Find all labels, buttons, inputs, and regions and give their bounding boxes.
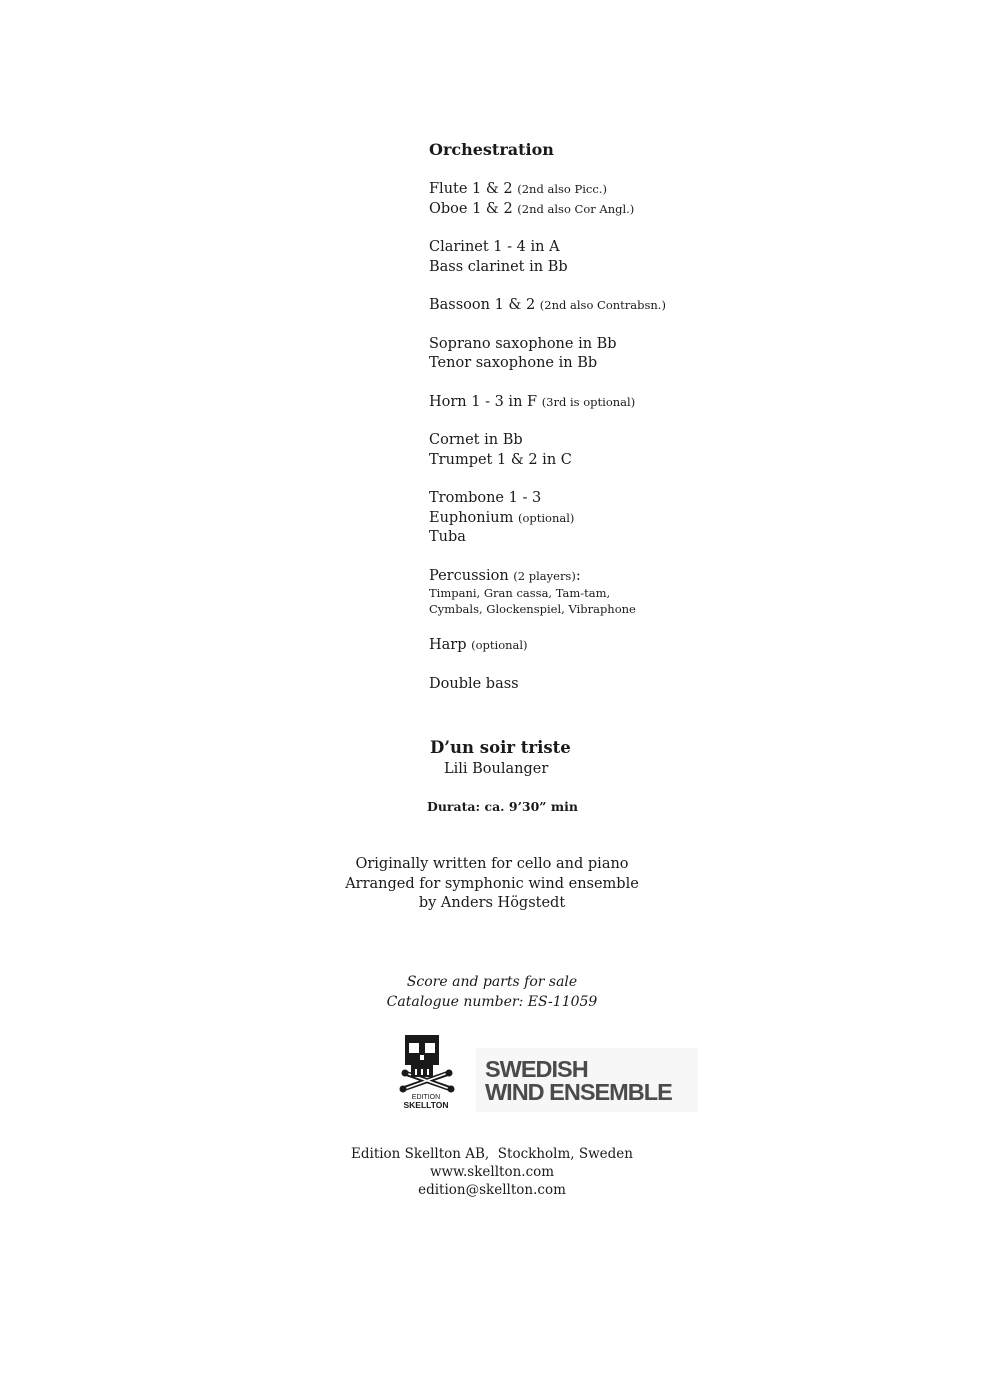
- arrangement-line-2: Arranged for symphonic wind ensemble: [345, 875, 639, 892]
- instrument-note: (3rd is optional): [541, 394, 636, 409]
- instrument-group: [429, 636, 809, 656]
- orchestration-heading: Orchestration: [429, 140, 554, 159]
- instrument-group: [429, 567, 809, 618]
- instrument-group: [429, 393, 809, 413]
- instrument-line: [429, 431, 809, 451]
- logo-skellton-text: SKELLTON: [403, 1100, 449, 1109]
- instrument-name: Harp: [429, 637, 467, 653]
- instrument-line: [429, 509, 809, 529]
- instrument-name: Oboe 1 & 2: [429, 200, 513, 217]
- instrument-line: [429, 451, 809, 471]
- logo-edition-text: EDITION: [411, 1094, 441, 1101]
- instrument-name: Trombone 1 - 3: [429, 490, 542, 506]
- instrument-name: Double bass: [429, 675, 519, 692]
- arrangement-line-3: by Anders Högstedt: [418, 895, 566, 911]
- arrangement-info: [0, 855, 984, 914]
- instrument-note: (2nd also Contrabsn.): [539, 298, 666, 312]
- instrument-name: Cornet in Bb: [429, 432, 523, 448]
- instrument-name: Bass clarinet in Bb: [429, 258, 568, 275]
- edition-skellton-logo: [395, 1033, 459, 1109]
- instrument-group: [429, 238, 809, 277]
- contact-info: [0, 1145, 984, 1199]
- instrument-name: Clarinet 1 - 4 in A: [429, 239, 560, 255]
- instrument-note: (2 players): [513, 568, 576, 583]
- instrument-suffix: :: [575, 567, 581, 584]
- instrument-line: [429, 393, 809, 413]
- sale-info: [0, 973, 984, 1012]
- instrument-group: [429, 296, 809, 316]
- percussion-instruments: Cymbals, Glockenspiel, Vibraphone: [429, 601, 636, 616]
- instrument-note: (optional): [471, 638, 528, 652]
- instrument-group: [429, 489, 809, 548]
- instrument-note: (optional): [517, 510, 575, 525]
- publisher-address: Edition Skellton AB, Stockholm, Sweden: [351, 1146, 633, 1162]
- logo-ensemble-line-2: WIND ENSEMBLE: [485, 1079, 672, 1105]
- duration: Durata: ca. 9’30” min: [427, 799, 578, 814]
- instrument-name: Horn 1 - 3 in F: [429, 393, 538, 410]
- instrument-line: [429, 180, 809, 200]
- sale-line-1: Score and parts for sale: [406, 974, 578, 990]
- instrument-line: [429, 200, 809, 220]
- instrument-line: [429, 258, 809, 278]
- website-link[interactable]: www.skellton.com: [429, 1164, 555, 1180]
- instrument-group: [429, 335, 809, 374]
- instrument-line: [429, 489, 809, 509]
- email-link[interactable]: edition@skellton.com: [418, 1182, 566, 1198]
- catalogue-number: Catalogue number: ES-11059: [386, 993, 598, 1010]
- instrument-line: [429, 675, 809, 695]
- instrument-note: (2nd also Cor Angl.): [517, 201, 635, 216]
- instrument-name: Tenor saxophone in Bb: [429, 355, 598, 371]
- instrument-line: [429, 636, 809, 656]
- instrument-line: [429, 238, 809, 258]
- orchestration-list: [429, 180, 809, 713]
- instrument-group: [429, 431, 809, 470]
- instrument-line: [429, 567, 809, 587]
- instrument-group: [429, 675, 809, 695]
- arrangement-line-1: Originally written for cello and piano: [355, 856, 629, 872]
- instrument-line: [429, 335, 809, 355]
- instrument-name: Euphonium: [429, 509, 514, 526]
- composer-name: Lili Boulanger: [444, 761, 549, 777]
- instrument-name: Flute 1 & 2: [429, 181, 513, 197]
- instrument-group: [429, 180, 809, 219]
- swedish-wind-ensemble-logo: [476, 1048, 698, 1112]
- percussion-instruments: Timpani, Gran cassa, Tam-tam,: [429, 586, 611, 600]
- instrument-name: Trumpet 1 & 2 in C: [429, 451, 572, 468]
- instrument-name: Tuba: [429, 529, 466, 545]
- skull-crossbones-icon: [395, 1033, 459, 1109]
- instrument-line: [429, 354, 809, 374]
- instrument-line: [429, 528, 809, 548]
- instrument-name: Soprano saxophone in Bb: [429, 335, 617, 352]
- instrument-note: (2nd also Picc.): [517, 182, 607, 196]
- instrument-name: Percussion: [429, 567, 509, 584]
- piece-title: D’un soir triste: [430, 738, 571, 757]
- instrument-line: [429, 296, 809, 316]
- instrument-name: Bassoon 1 & 2: [429, 297, 536, 313]
- logo-ensemble-line-1: SWEDISH: [485, 1056, 588, 1082]
